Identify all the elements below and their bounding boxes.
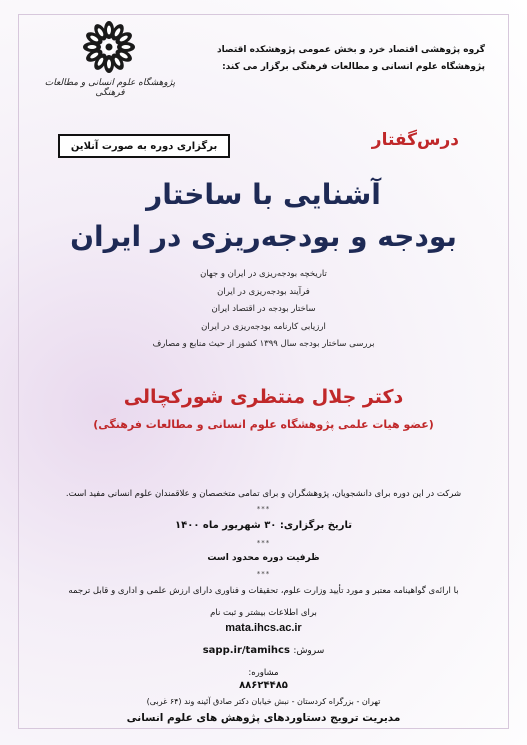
speaker-affiliation: (عضو هیات علمی پژوهشگاه علوم انسانی و مطالعات فرهنگی) (93, 418, 434, 431)
phone-number: ۸۸۶۲۴۴۸۵ (239, 680, 288, 691)
speaker-name: دکتر جلال منتظری شورکچالی (123, 386, 404, 408)
online-badge: برگزاری دوره به صورت آنلاین (58, 134, 230, 158)
separator: *** (256, 539, 271, 547)
registration-note: برای اطلاعات بیشتر و ثبت نام (210, 608, 317, 618)
institute-name: پژوهشگاه علوم انسانی و مطالعات فرهنگی (44, 78, 176, 98)
soroush-row (40, 645, 487, 656)
topic-item: فرآیند بودجه‌ریزی در ایران (217, 286, 310, 297)
topic-item: بررسی ساختار بودجه سال ۱۳۹۹ کشور از حیث منابع و مصارف (152, 339, 375, 349)
event-date: تاریخ برگزاری: ۳۰ شهریور ماه ۱۴۰۰ (175, 520, 352, 531)
organizer-header (185, 42, 485, 76)
title-line-1: آشنایی با ساختار (146, 178, 381, 211)
separator: *** (256, 505, 271, 513)
soroush-link[interactable]: sapp.ir/tamihcs (202, 645, 290, 656)
audience-note: شرکت در این دوره برای دانشجویان، پژوهشگران و برای تمامی متخصصان و علاقمندان علوم انسانی مفید است. (65, 489, 462, 499)
certificate-note: با ارائه‌ی گواهینامه معتبر و مورد تأیید وزارت علوم، تحقیقات و فناوری دارای ارزش علمی و اداری و قابل ترجمه (68, 586, 459, 596)
topic-list (0, 266, 527, 354)
organizer-line-1: گروه پژوهشی اقتصاد خرد و بخش عمومی پژوهشکده اقتصاد (216, 45, 485, 55)
separator: *** (256, 570, 271, 578)
capacity-note: ظرفیت دوره محدود است (207, 553, 320, 563)
organizer-line-2: پژوهشگاه علوم انسانی و مطالعات فرهنگی برگزار می کند: (222, 62, 485, 72)
topic-item: تاریخچه بودجه‌ریزی در ایران و جهان (200, 269, 327, 279)
institute-star-logo (82, 20, 136, 74)
consult-label: مشاوره: (248, 668, 279, 678)
topic-item: ساختار بودجه در اقتصاد ایران (211, 304, 316, 314)
address: تهران - بزرگراه کردستان - نبش خیابان دکتر صادق آئینه وند (۶۴ غربی) (146, 697, 381, 706)
registration-link[interactable]: mata.ihcs.ac.ir (225, 622, 302, 634)
footer-organizer: مدیریت ترویج دستاوردهای پژوهش های علوم انسانی (126, 712, 401, 724)
title-line-2: بودجه و بودجه‌ریزی در ایران (70, 220, 457, 253)
soroush-label: سروش: (293, 646, 325, 656)
topic-item: ارزیابی کارنامه بودجه‌ریزی در ایران (201, 321, 326, 332)
lecture-label: درس‌گفتار (371, 130, 459, 150)
